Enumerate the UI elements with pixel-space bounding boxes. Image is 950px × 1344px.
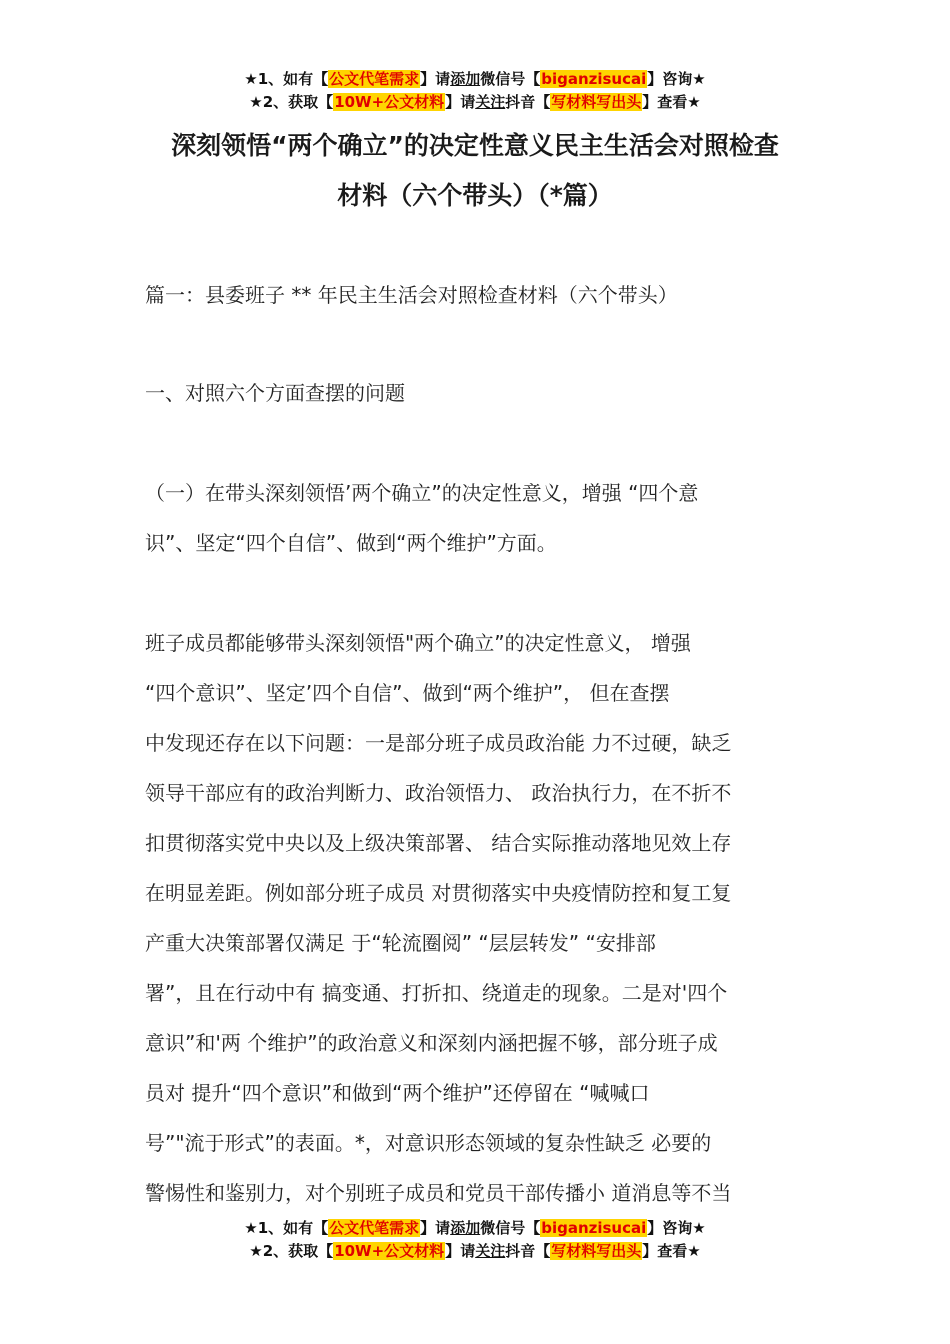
banner-text: 】请 [445,1242,476,1260]
banner-line-2 [0,91,950,114]
banner-line-2 [0,1240,950,1263]
document-title-line-1: 深刻领悟“两个确立”的决定性意义民主生活会对照检查 [171,131,779,160]
banner-text: 】查看★ [642,93,701,111]
body-line: 员对 提升“四个意识”和做到“两个维护”还停留在 “喊喊口 [145,1081,650,1105]
banner-text: 】查看★ [642,1242,701,1260]
banner-text: 】咨询★ [647,70,706,88]
body-line: 署”，且在行动中有 搞变通、打折扣、绕道走的现象。二是对'四个 [145,981,728,1005]
sub-heading-line: （一）在带头深刻领悟’两个确立”的决定性意义，增强 “四个意 [145,481,699,505]
body-line: 扣贯彻落实党中央以及上级决策部署、 结合实际推动落地见效上存 [145,831,732,855]
document-title-line-2: 材料（六个带头）（*篇） [337,181,613,210]
body-line: 在明显差距。例如部分班子成员 对贯彻落实中央疫情防控和复工复 [145,881,732,905]
banner-highlight: 写材料写出头 [551,1242,642,1260]
banner-text: 】请 [445,93,476,111]
body-line: 中发现还存在以下问题：一是部分班子成员政治能 力不过硬，缺乏 [145,731,732,755]
banner-underline: 关注 [475,93,506,111]
banner-text: 】咨询★ [647,1219,706,1237]
footer-banner [0,1217,950,1263]
banner-text: 微信号【 [480,1219,541,1237]
sub-heading-line: 识”、坚定“四个自信”、做到“两个维护”方面。 [145,531,557,555]
banner-highlight: biganzisucai [541,70,647,88]
sub-heading [145,468,825,568]
body-line: 意识”和'两 个维护”的政治意义和深刻内涵把握不够，部分班子成 [145,1031,718,1055]
banner-text: ★1、如有【 [244,1219,329,1237]
section-heading-text: 篇一：县委班子 ** 年民主生活会对照检查材料（六个带头） [145,283,678,307]
banner-text: ★1、如有【 [244,70,329,88]
heading-level-1 [145,368,825,418]
banner-line-1 [0,1217,950,1240]
body-line: 产重大决策部署仅满足 于“轮流圈阅” “层层转发” “安排部 [145,931,656,955]
banner-text: 】请 [420,1219,451,1237]
banner-highlight: 10W+公文材料 [334,93,445,111]
banner-text: 】请 [420,70,451,88]
banner-text: 抖音【 [505,1242,551,1260]
banner-highlight: 10W+公文材料 [334,1242,445,1260]
body-line: “四个意识”、坚定’四个自信”、做到“两个维护”， 但在查摆 [145,681,670,705]
banner-text: ★2、获取【 [249,93,334,111]
body-line: 警惕性和鉴别力，对个别班子成员和党员干部传播小 道消息等不当 [145,1181,732,1205]
banner-line-1 [0,68,950,91]
body-line: 班子成员都能够带头深刻领悟"两个确立”的决定性意义， 增强 [145,631,691,655]
body-paragraph [145,618,825,1218]
banner-underline: 添加 [450,1219,481,1237]
header-banner [0,68,950,114]
heading-text: 一、对照六个方面查摆的问题 [145,381,405,405]
banner-underline: 关注 [475,1242,506,1260]
banner-highlight: 公文代笔需求 [329,1219,420,1237]
banner-underline: 添加 [450,70,481,88]
banner-highlight: 公文代笔需求 [329,70,420,88]
banner-text: ★2、获取【 [249,1242,334,1260]
section-heading [145,270,825,320]
body-line: 号”"流于形式”的表面。*，对意识形态领域的复杂性缺乏 必要的 [145,1131,712,1155]
banner-highlight: 写材料写出头 [551,93,642,111]
banner-text: 抖音【 [505,93,551,111]
body-line: 领导干部应有的政治判断力、政治领悟力、 政治执行力，在不折不 [145,781,732,805]
banner-highlight: biganzisucai [541,1219,647,1237]
banner-text: 微信号【 [480,70,541,88]
